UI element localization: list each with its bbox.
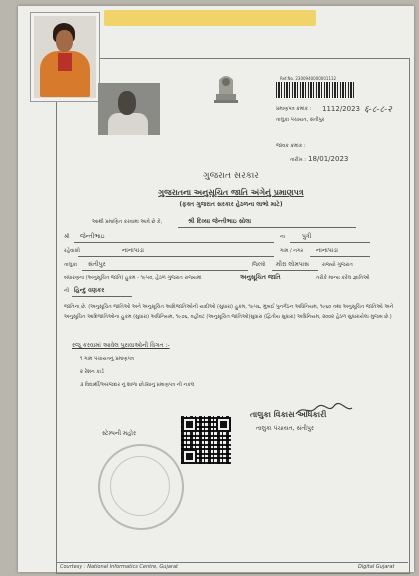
district-value: મીરા લોમપાસ <box>276 261 309 268</box>
officer-signature <box>294 402 354 418</box>
footer-rule <box>56 562 408 563</box>
person-name: શ્રી દિવ્યા જેન્તીભાઇ સોલા <box>188 218 252 225</box>
father-label: શ્રી <box>64 234 70 240</box>
official-seal <box>98 444 184 530</box>
order-caste: અનુસૂચિત જાતિ <box>240 274 281 281</box>
courtesy-note: Courtesy : National Informatics Centre, Gujarat <box>60 564 178 570</box>
certificate-subtitle: (ફક્ત ગુજરાત સરકાર હેઠળના લાભો માટે) <box>179 201 283 208</box>
government-heading: ગુજરાત સરકાર <box>203 171 259 181</box>
digital-gujarat-label: Digital Gujarat <box>358 564 395 570</box>
qr-code <box>181 416 231 464</box>
resident-label: રહેવાસી <box>64 248 80 254</box>
taluka-value: સંતીપુર <box>88 261 106 268</box>
order-line-end: તરીકે માન્ય કરેલ જ્ઞાતિઓ <box>316 275 370 281</box>
barcode <box>276 82 356 98</box>
village-label: ગામ / નગર <box>280 248 304 254</box>
officer-title: તાલુકા વિકાસ અધિકારી <box>250 410 327 419</box>
caste-underline <box>72 295 132 297</box>
officer-office: તાલુકા પંચાયત, સંતીપુર <box>256 425 315 432</box>
applicant-photo <box>98 83 160 135</box>
order-line: બંધારણના (અનુસૂચિત જાતિ) હુકમ - ૧૯૫૦, હેઠળ ગુજરાત રાજ્યમાં <box>64 275 202 281</box>
village-underline <box>310 255 370 257</box>
seal-label: સ્ટેમ્પની મહોર <box>102 430 137 437</box>
caste-label: ની <box>64 288 70 294</box>
barcode-number: Ref.No. 2300940000001112 <box>280 76 337 81</box>
issuing-office: તાલુકા પંચાયત, સંતીપુર <box>276 117 325 123</box>
district-underline <box>272 269 318 271</box>
name-underline <box>178 226 356 228</box>
relation-label: ના <box>280 234 285 240</box>
state-label: રાજ્યો ગુજરાત <box>322 262 353 268</box>
village-value: નાનાપાડા <box>316 247 339 254</box>
date-label: તારીખ : <box>290 157 306 163</box>
father-name: જેન્તીભાઇ <box>80 233 105 240</box>
outward-label: જાવક ક્રમાંક : <box>276 143 306 149</box>
certify-prefix: આથી પ્રમાણિત કરવામાં આવે છે કે, <box>92 219 163 225</box>
relation-value: પુત્રી <box>302 233 312 240</box>
taluka-underline <box>82 269 248 271</box>
district-label: જિલ્લો <box>252 262 266 268</box>
certificate-page <box>18 6 414 572</box>
certificate-no-label: પ્રમાણપત્ર ક્રમાંક : <box>276 106 312 112</box>
issue-date: 18/01/2023 <box>308 155 349 163</box>
documents-heading: રજૂ કરવામાં આવેલ પુરાવાઓની વિગત :- <box>72 342 170 349</box>
father-underline <box>74 241 274 243</box>
handwritten-reference: ६-८-८-२ <box>364 105 392 115</box>
resident-underline <box>78 255 274 257</box>
certificate-title: ગુજરાતના અનુસૂચિત જાતિ અંગેનું પ્રમાણપત્ર <box>158 188 304 197</box>
certificate-no: 1112/2023 <box>322 105 360 113</box>
relation-underline <box>290 241 370 243</box>
caste-value: હિન્દુ વણકર <box>74 287 105 294</box>
folder-tab <box>104 10 316 26</box>
resident-place: નાનાપાડા <box>122 247 145 254</box>
legal-paragraph: જાતિના છે. (અનુસૂચિત જાતિઓ અને અનુસૂચિત આદિજાતિઓની યાદીઓ (સુધારા) હુકમ, ૧૯૫૬, મુંબઈ પુનર્ગઠન અધિનિયમ, ૧૯૬૦ તથા અનુસૂચિત જાતિઓ અને અનુસૂચિત આદિજાતિઓના હુકમ (સુધારા) અધિનિયમ, ૧૯૭૬, વહીવટ (અનુસૂચિત જાતિઓ)સુધારા (દ્વિતીય સુધારા) અધિનિયમ, ૨૦૦૨ હેઠળ સુધારાયેલા મુજબ છે.) <box>64 304 394 320</box>
applicant-photo-clipped <box>30 12 100 102</box>
document-item: ૨ રેશન કાર્ડ <box>80 369 104 375</box>
taluka-label: તાલુકા <box>64 262 78 268</box>
national-emblem-icon <box>210 68 242 106</box>
document-item: ૧ ગામ પંચાયતનું પ્રમાણપત્ર <box>80 356 134 362</box>
document-item: ૩ વિદ્યાર્થી/અરજદાર નું શાળા છોડ્યાનું પ્રમાણપત્ર ની નકલ <box>80 382 195 388</box>
